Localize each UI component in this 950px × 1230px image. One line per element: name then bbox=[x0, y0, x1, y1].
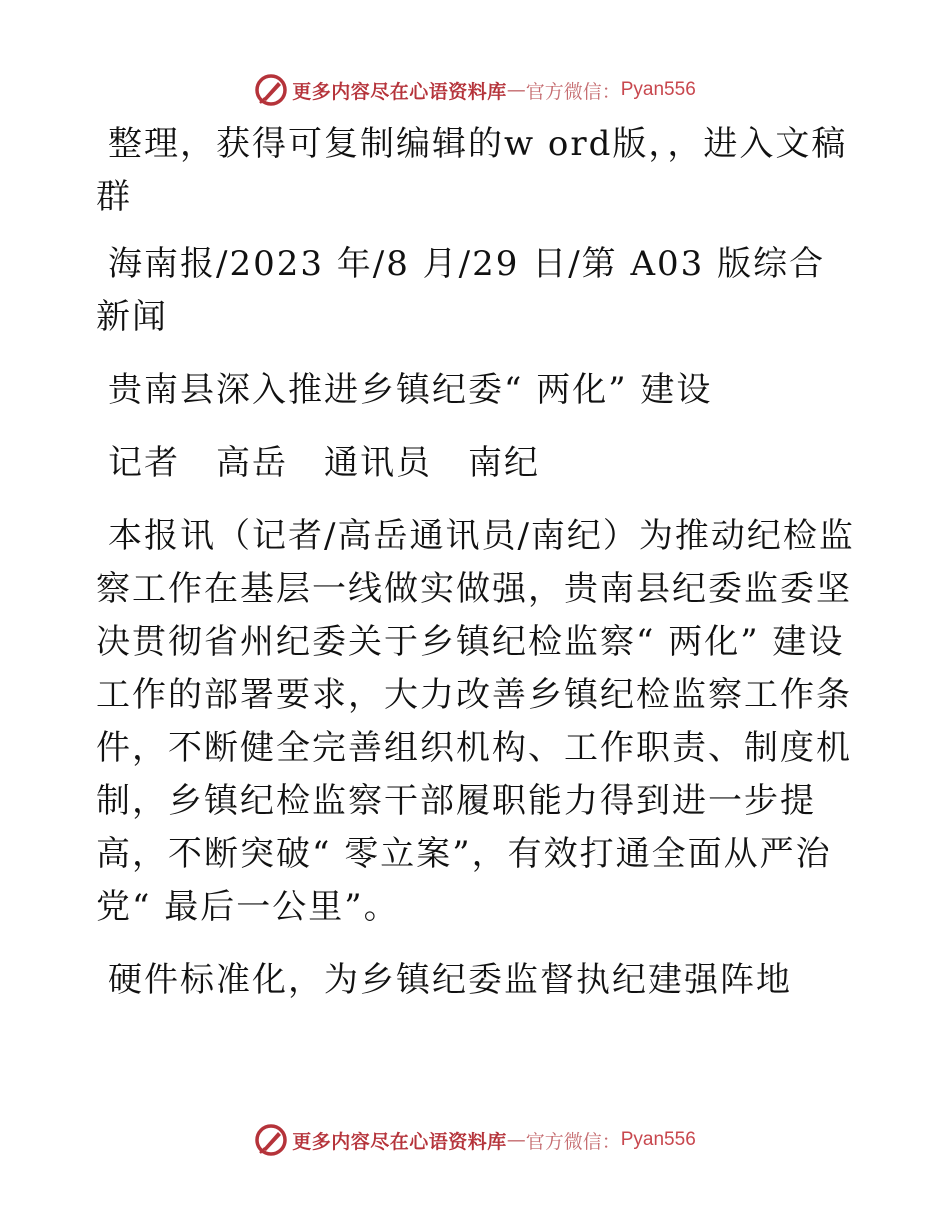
banner-wechat-id: Pyan556 bbox=[620, 79, 696, 100]
banner-title: 更多内容尽在心语资料库 bbox=[292, 1130, 507, 1153]
quill-logo-icon bbox=[254, 1123, 288, 1157]
intro-paragraph: 整理，获得可复制编辑的w ord版，，进入文稿群 bbox=[96, 124, 848, 217]
quill-logo-icon bbox=[254, 73, 288, 107]
article-body: 本报讯（记者/高岳通讯员/南纪）为推动纪检监察工作在基层一线做实做强，贵南县纪委监委坚决贯彻省州纪委关于乡镇纪检监察“ 两化” 建设工作的部署要求，大力改善乡镇纪检监察工作条件，不断健全完善组织机构、工作职责、制度机制，乡镇纪检监察干部履职能力得到进一步提高，不断突破“ 零立案”，有效打通全面从严治党“ 最后一公里”。 bbox=[96, 516, 855, 927]
article-headline: 贵南县深入推进乡镇纪委“ 两化” 建设 bbox=[108, 370, 713, 410]
banner-title: 更多内容尽在心语资料库 bbox=[292, 80, 507, 103]
source-line: 海南报/2023 年/8 月/29 日/第 A03 版综合新闻 bbox=[96, 244, 826, 337]
banner-wechat-label: 官方微信： bbox=[525, 1130, 621, 1153]
header-banner bbox=[0, 70, 950, 110]
document-body bbox=[96, 118, 856, 1027]
footer-banner bbox=[0, 1120, 950, 1160]
banner-separator: — bbox=[506, 1129, 526, 1151]
banner-wechat-label: 官方微信： bbox=[525, 80, 621, 103]
article-subheading: 硬件标准化，为乡镇纪委监督执纪建强阵地 bbox=[108, 960, 792, 1000]
banner-separator: — bbox=[506, 79, 526, 101]
article-byline: 记者 高岳 通讯员 南纪 bbox=[108, 443, 540, 483]
banner-wechat-id: Pyan556 bbox=[620, 1129, 696, 1150]
